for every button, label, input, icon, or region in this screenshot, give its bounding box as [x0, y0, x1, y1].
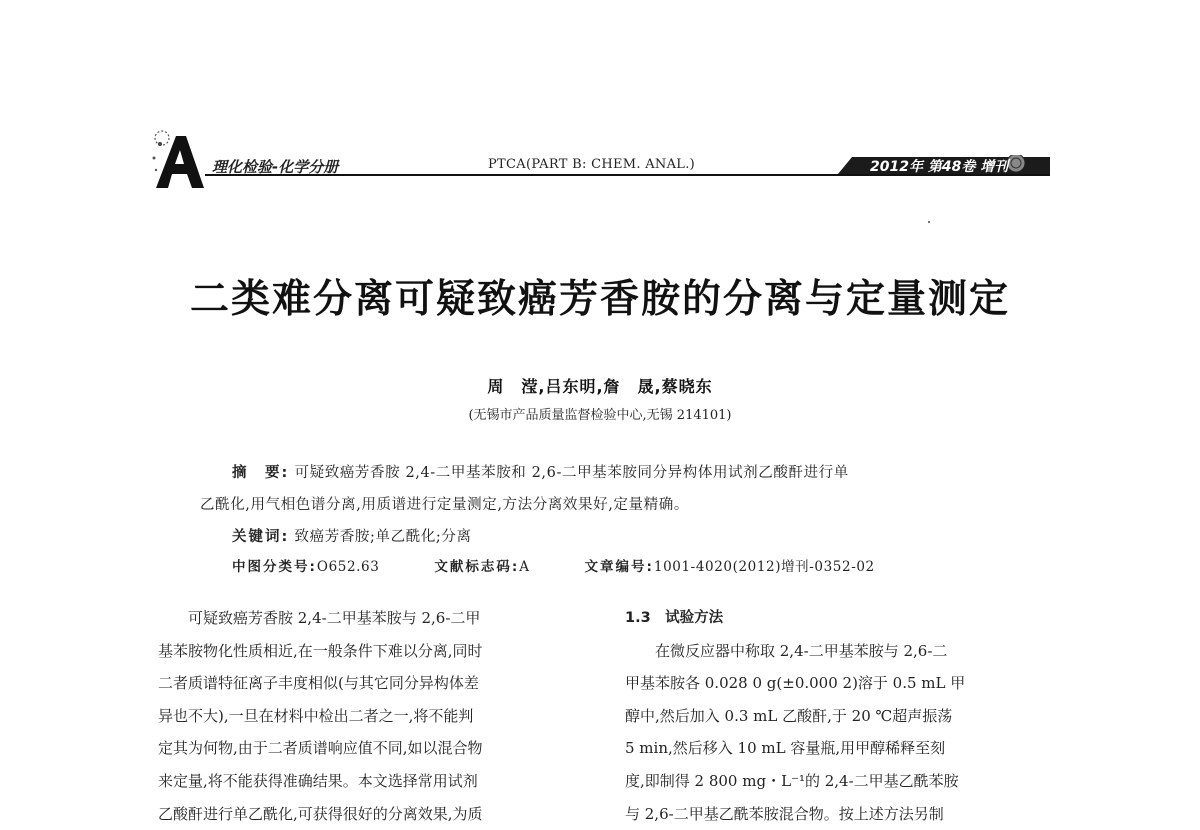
- body-line: 在微反应器中称取 2,4-二甲基苯胺与 2,6-二: [655, 641, 948, 660]
- author-list: 周 滢,吕东明,詹 晟,蔡晓东: [487, 377, 713, 396]
- article-metadata: [232, 555, 875, 575]
- body-line: 二者质谱特征离子丰度相似(与其它同分异构体差: [158, 674, 479, 693]
- abstract-text-line-2: 乙酰化,用气相色谱分离,用质谱进行定量测定,方法分离效果好,定量精确。: [200, 497, 689, 513]
- body-line: 乙酸酐进行单乙酰化,可获得很好的分离效果,为质: [158, 804, 483, 823]
- body-line: 度,即制得 2 800 mg・L⁻¹的 2,4-二甲基乙酰苯胺: [625, 771, 959, 790]
- body-line: 来定量,将不能获得准确结果。本文选择常用试剂: [158, 771, 478, 790]
- header-rule: [205, 174, 1050, 176]
- journal-logo-icon: [150, 128, 206, 190]
- article-title: 二类难分离可疑致癌芳香胺的分离与定量测定: [189, 277, 1010, 322]
- body-line: 异也不大),一旦在材料中检出二者之一,将不能判: [158, 706, 474, 725]
- article-no-value: 1001-4020(2012)增刊-0352-02: [653, 559, 875, 575]
- body-line: 定其为何物,由于二者质谱响应值不同,如以混合物: [158, 739, 483, 758]
- body-line: 甲基苯胺各 0.028 0 g(±0.000 2)溶于 0.5 mL 甲: [625, 674, 966, 693]
- clc-value: O652.63: [316, 559, 380, 575]
- journal-english-name: PTCA(PART B: CHEM. ANAL.): [488, 157, 696, 172]
- doc-code-label: 文献标志码:: [434, 559, 520, 575]
- body-left-column: [158, 602, 580, 830]
- keywords-value: 致癌芳香胺;单乙酰化;分离: [294, 529, 472, 545]
- scan-speck: [928, 221, 930, 223]
- journal-brand: 理化检验-化学分册: [212, 158, 339, 176]
- keywords: [232, 525, 472, 546]
- body-line: 基苯胺物化性质相近,在一般条件下难以分离,同时: [158, 641, 483, 660]
- section-heading: 1.3 试验方法: [625, 610, 724, 626]
- body-right-column: [625, 602, 1047, 830]
- abstract-text-line-1: 可疑致癌芳香胺 2,4-二甲基苯胺和 2,6-二甲基苯胺同分异构体用试剂乙酸酐进行单: [294, 465, 849, 481]
- article-no-label: 文章编号:: [584, 559, 654, 575]
- issue-info: 2012年 第48卷 增刊: [870, 159, 1009, 175]
- body-line: 醇中,然后加入 0.3 mL 乙酸酐,于 20 ℃超声振荡: [625, 706, 953, 725]
- body-line: 5 min,然后移入 10 mL 容量瓶,用甲醇稀释至刻: [625, 739, 946, 758]
- doc-code-value: A: [519, 559, 530, 575]
- affiliation: (无锡市产品质量监督检验中心,无锡 214101): [468, 408, 732, 423]
- abstract: [232, 461, 849, 482]
- body-line: 可疑致癌芳香胺 2,4-二甲基苯胺与 2,6-二甲: [188, 609, 481, 627]
- abstract-label: 摘 要:: [232, 465, 290, 481]
- clc-label: 中图分类号:: [232, 559, 317, 575]
- body-line: 与 2,6-二甲基乙酰苯胺混合物。按上述方法另制: [625, 804, 944, 823]
- keywords-label: 关键词:: [232, 529, 290, 545]
